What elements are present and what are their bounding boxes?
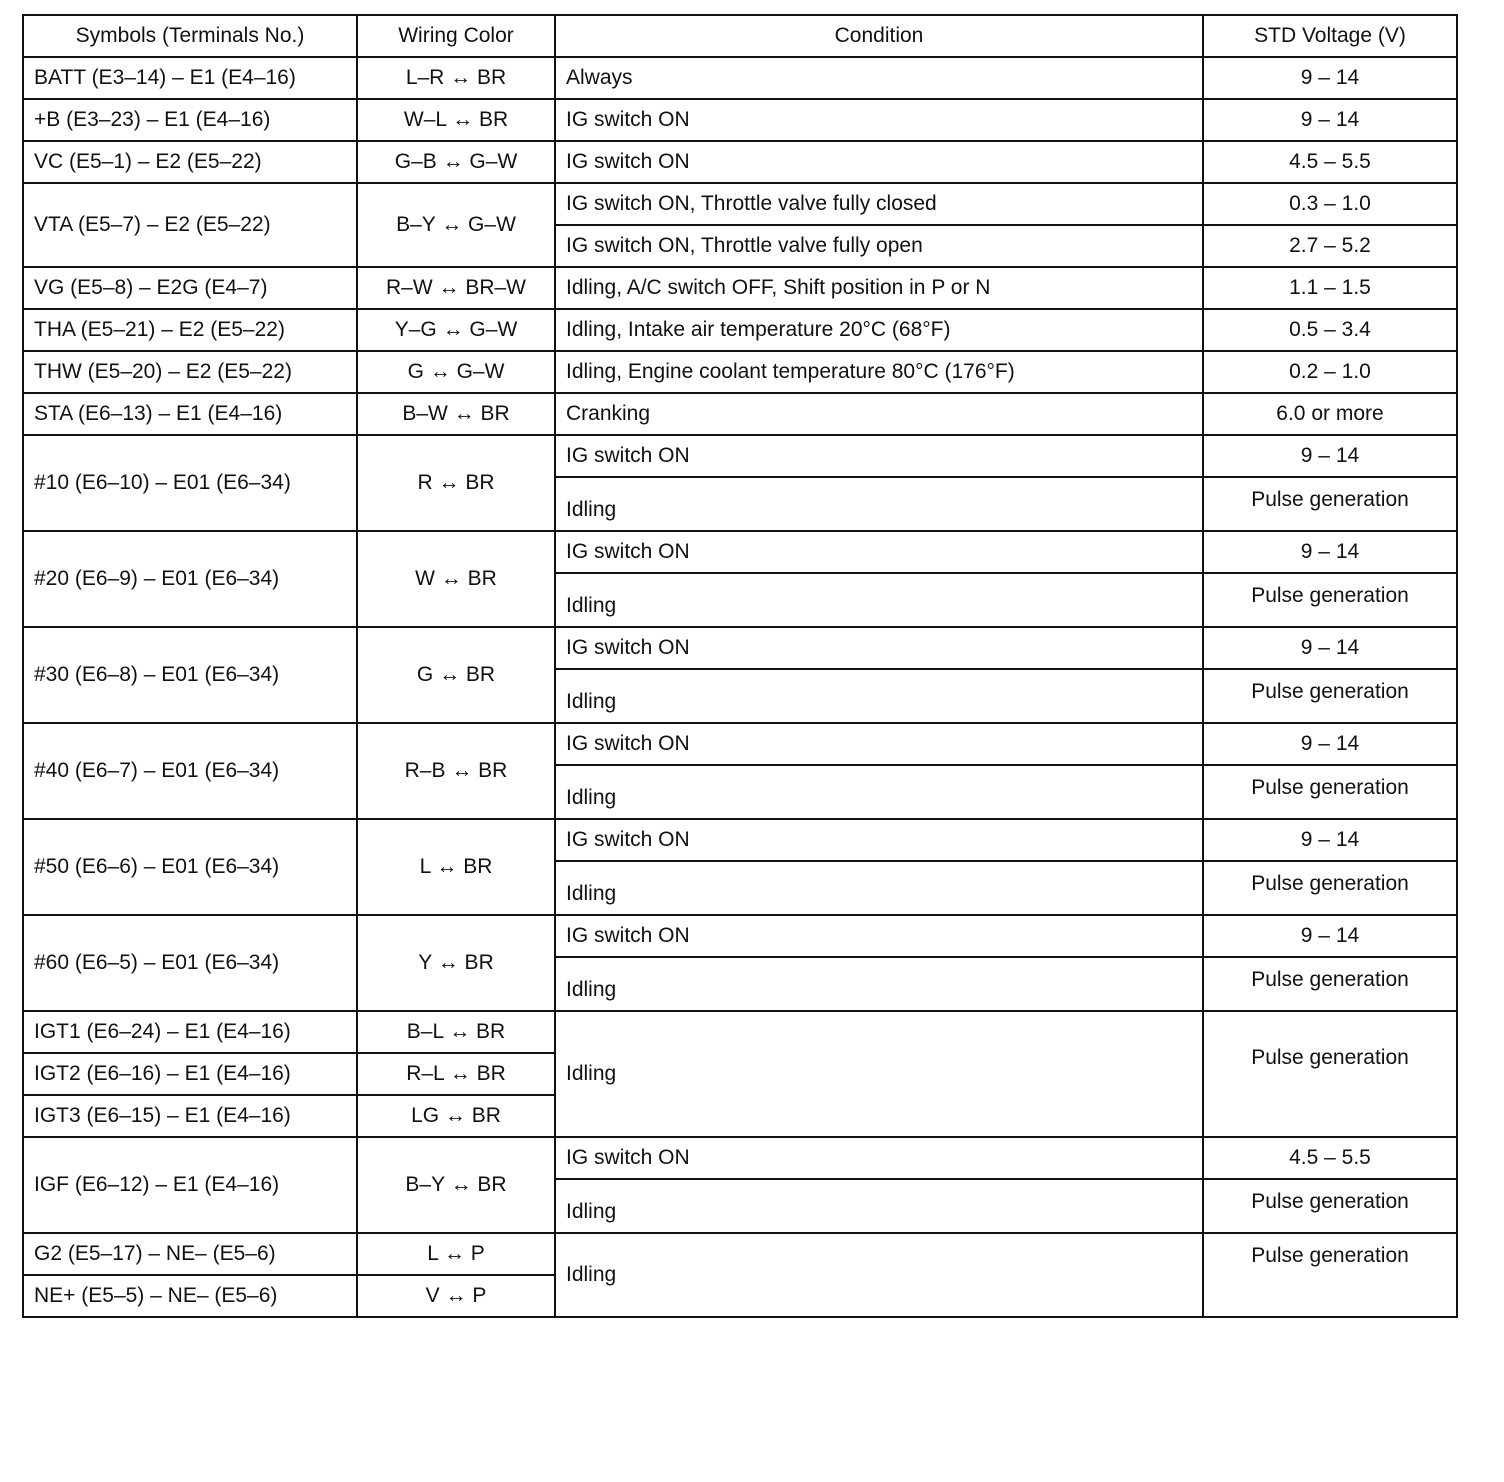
symbol-cell: G2 (E5–17) – NE– (E5–6) [23,1233,357,1275]
condition-cell: Idling [555,957,1203,1011]
voltage-cell: 0.5 – 3.4 [1203,309,1457,351]
wiring-cell: L–R ↔ BR [357,57,555,99]
condition-cell: IG switch ON [555,435,1203,477]
table-row [23,141,1457,183]
table-row [23,1137,1457,1179]
wiring-cell: B–Y ↔ G–W [357,183,555,267]
symbol-cell: IGT1 (E6–24) – E1 (E4–16) [23,1011,357,1053]
table-row [23,723,1457,765]
voltage-cell: 0.3 – 1.0 [1203,183,1457,225]
condition-cell: Idling, Engine coolant temperature 80°C (176°F) [555,351,1203,393]
wiring-cell: B–W ↔ BR [357,393,555,435]
wiring-cell: G ↔ BR [357,627,555,723]
symbol-cell: #10 (E6–10) – E01 (E6–34) [23,435,357,531]
condition-cell: IG switch ON [555,99,1203,141]
condition-cell: IG switch ON [555,141,1203,183]
condition-cell: Cranking [555,393,1203,435]
terminal-voltage-table [22,14,1458,1318]
symbol-cell: IGT2 (E6–16) – E1 (E4–16) [23,1053,357,1095]
symbol-cell: +B (E3–23) – E1 (E4–16) [23,99,357,141]
condition-cell: IG switch ON [555,627,1203,669]
condition-cell: Idling [555,765,1203,819]
voltage-cell: 9 – 14 [1203,723,1457,765]
symbol-cell: THA (E5–21) – E2 (E5–22) [23,309,357,351]
voltage-cell: 6.0 or more [1203,393,1457,435]
condition-cell: Idling, Intake air temperature 20°C (68°F) [555,309,1203,351]
wiring-cell: Y–G ↔ G–W [357,309,555,351]
table-row [23,915,1457,957]
voltage-cell: Pulse generation [1203,1179,1457,1233]
symbol-cell: VC (E5–1) – E2 (E5–22) [23,141,357,183]
voltage-cell: 9 – 14 [1203,57,1457,99]
header-wiring-color: Wiring Color [357,15,555,57]
wiring-cell: G–B ↔ G–W [357,141,555,183]
voltage-cell: Pulse generation [1203,669,1457,723]
voltage-cell: Pulse generation [1203,765,1457,819]
voltage-cell: 2.7 – 5.2 [1203,225,1457,267]
condition-cell: Idling [555,1011,1203,1137]
symbol-cell: VTA (E5–7) – E2 (E5–22) [23,183,357,267]
condition-cell: Idling [555,477,1203,531]
table-row [23,183,1457,225]
symbol-cell: THW (E5–20) – E2 (E5–22) [23,351,357,393]
wiring-cell: B–Y ↔ BR [357,1137,555,1233]
voltage-cell: 9 – 14 [1203,99,1457,141]
voltage-cell: 9 – 14 [1203,531,1457,573]
voltage-cell: Pulse generation [1203,1233,1457,1317]
symbol-cell: #60 (E6–5) – E01 (E6–34) [23,915,357,1011]
header-row [23,15,1457,57]
condition-cell: Always [555,57,1203,99]
header-condition: Condition [555,15,1203,57]
wiring-cell: G ↔ G–W [357,351,555,393]
condition-cell: IG switch ON [555,819,1203,861]
condition-cell: IG switch ON [555,915,1203,957]
wiring-cell: R–L ↔ BR [357,1053,555,1095]
table-row [23,267,1457,309]
symbol-cell: #30 (E6–8) – E01 (E6–34) [23,627,357,723]
table-row [23,627,1457,669]
condition-cell: Idling [555,1233,1203,1317]
voltage-cell: 9 – 14 [1203,627,1457,669]
wiring-cell: B–L ↔ BR [357,1011,555,1053]
header-symbols: Symbols (Terminals No.) [23,15,357,57]
voltage-cell: Pulse generation [1203,1011,1457,1137]
table-row [23,351,1457,393]
symbol-cell: IGF (E6–12) – E1 (E4–16) [23,1137,357,1233]
wiring-cell: LG ↔ BR [357,1095,555,1137]
condition-cell: IG switch ON [555,1137,1203,1179]
voltage-cell: 4.5 – 5.5 [1203,1137,1457,1179]
voltage-cell: Pulse generation [1203,861,1457,915]
voltage-cell: 9 – 14 [1203,915,1457,957]
wiring-cell: R–B ↔ BR [357,723,555,819]
wiring-cell: L ↔ BR [357,819,555,915]
symbol-cell: BATT (E3–14) – E1 (E4–16) [23,57,357,99]
symbol-cell: VG (E5–8) – E2G (E4–7) [23,267,357,309]
condition-cell: IG switch ON, Throttle valve fully closed [555,183,1203,225]
voltage-cell: Pulse generation [1203,477,1457,531]
table-row [23,435,1457,477]
voltage-cell: 1.1 – 1.5 [1203,267,1457,309]
table-row [23,819,1457,861]
voltage-cell: 0.2 – 1.0 [1203,351,1457,393]
condition-cell: Idling [555,1179,1203,1233]
table-row [23,393,1457,435]
wiring-cell: W–L ↔ BR [357,99,555,141]
condition-cell: IG switch ON [555,723,1203,765]
wiring-cell: R ↔ BR [357,435,555,531]
table-row [23,309,1457,351]
voltage-cell: Pulse generation [1203,573,1457,627]
wiring-cell: V ↔ P [357,1275,555,1317]
condition-cell: Idling [555,861,1203,915]
condition-cell: Idling [555,669,1203,723]
wiring-cell: L ↔ P [357,1233,555,1275]
table-row [23,1011,1457,1053]
voltage-cell: 9 – 14 [1203,819,1457,861]
table-row [23,99,1457,141]
wiring-cell: Y ↔ BR [357,915,555,1011]
symbol-cell: IGT3 (E6–15) – E1 (E4–16) [23,1095,357,1137]
symbol-cell: #20 (E6–9) – E01 (E6–34) [23,531,357,627]
table-row [23,531,1457,573]
condition-cell: IG switch ON [555,531,1203,573]
wiring-cell: R–W ↔ BR–W [357,267,555,309]
voltage-cell: 4.5 – 5.5 [1203,141,1457,183]
condition-cell: Idling, A/C switch OFF, Shift position in P or N [555,267,1203,309]
symbol-cell: #50 (E6–6) – E01 (E6–34) [23,819,357,915]
header-std-voltage: STD Voltage (V) [1203,15,1457,57]
wiring-cell: W ↔ BR [357,531,555,627]
symbol-cell: NE+ (E5–5) – NE– (E5–6) [23,1275,357,1317]
condition-cell: IG switch ON, Throttle valve fully open [555,225,1203,267]
voltage-cell: 9 – 14 [1203,435,1457,477]
symbol-cell: STA (E6–13) – E1 (E4–16) [23,393,357,435]
table-row [23,57,1457,99]
condition-cell: Idling [555,573,1203,627]
voltage-cell: Pulse generation [1203,957,1457,1011]
symbol-cell: #40 (E6–7) – E01 (E6–34) [23,723,357,819]
table-row [23,1233,1457,1275]
